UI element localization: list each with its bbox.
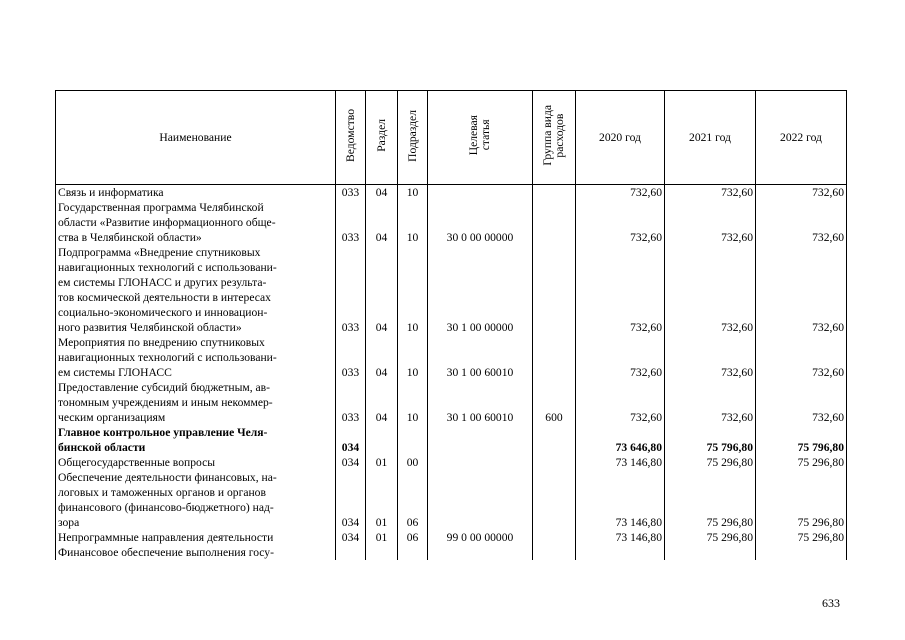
cell-gruppa xyxy=(533,200,576,245)
row-name-line: Подпрограмма «Внедрение спутниковых xyxy=(58,246,261,259)
cell-podrazdel xyxy=(398,425,428,455)
row-name-line: зора xyxy=(58,516,80,529)
cell-2020: 732,60 xyxy=(576,200,665,245)
cell-2020: 73 646,80 xyxy=(576,425,665,455)
cell-2022: 732,60 xyxy=(756,335,847,380)
cell-celevaya-statya xyxy=(428,425,533,455)
row-name xyxy=(56,245,336,335)
row-name-line: логовых и таможенных органов и органов xyxy=(58,486,266,499)
cell-vedomstvo: 033 xyxy=(336,335,366,380)
cell-2020: 73 146,80 xyxy=(576,470,665,530)
row-name-line: Финансовое обеспечение выполнения госу- xyxy=(58,546,274,559)
cell-2021: 732,60 xyxy=(665,335,756,380)
cell-2021: 75 296,80 xyxy=(665,470,756,530)
table-row xyxy=(56,545,847,560)
cell-gruppa xyxy=(533,185,576,201)
row-name-line: тономным учреждениям и иным некоммер- xyxy=(58,396,273,409)
cell-2021 xyxy=(665,545,756,560)
cell-podrazdel: 10 xyxy=(398,335,428,380)
cell-vedomstvo: 034 xyxy=(336,425,366,455)
cell-2021: 732,60 xyxy=(665,200,756,245)
cell-razdel: 04 xyxy=(366,185,398,201)
cell-podrazdel: 10 xyxy=(398,185,428,201)
header-celevaya-statya: Целевая статья xyxy=(428,91,533,185)
row-name xyxy=(56,530,336,545)
row-name-line: ем системы ГЛОНАСС xyxy=(58,366,172,379)
cell-vedomstvo xyxy=(336,545,366,560)
cell-2021: 732,60 xyxy=(665,245,756,335)
cell-gruppa xyxy=(533,425,576,455)
row-name-line: Мероприятия по внедрению спутниковых xyxy=(58,336,265,349)
cell-razdel: 04 xyxy=(366,200,398,245)
cell-razdel: 01 xyxy=(366,470,398,530)
cell-2022: 75 296,80 xyxy=(756,455,847,470)
row-name-line: ем системы ГЛОНАСС и других результа- xyxy=(58,276,267,289)
row-name-line: Связь и информатика xyxy=(58,186,164,199)
cell-podrazdel: 10 xyxy=(398,380,428,425)
table-row xyxy=(56,335,847,380)
cell-2022: 75 796,80 xyxy=(756,425,847,455)
header-razdel: Раздел xyxy=(366,91,398,185)
cell-celevaya-statya xyxy=(428,185,533,201)
cell-2021: 75 796,80 xyxy=(665,425,756,455)
header-2020: 2020 год xyxy=(576,91,665,185)
row-name xyxy=(56,185,336,201)
cell-gruppa xyxy=(533,470,576,530)
row-name xyxy=(56,200,336,245)
cell-podrazdel: 06 xyxy=(398,530,428,545)
cell-celevaya-statya: 30 1 00 60010 xyxy=(428,335,533,380)
row-name xyxy=(56,545,336,560)
cell-razdel: 04 xyxy=(366,380,398,425)
cell-2020: 732,60 xyxy=(576,245,665,335)
cell-gruppa xyxy=(533,455,576,470)
row-name xyxy=(56,455,336,470)
cell-2020: 73 146,80 xyxy=(576,530,665,545)
cell-celevaya-statya: 30 0 00 00000 xyxy=(428,200,533,245)
row-name-line: Общегосударственные вопросы xyxy=(58,456,216,469)
cell-gruppa xyxy=(533,335,576,380)
row-name-line: бинской области xyxy=(58,441,146,454)
cell-2022: 75 296,80 xyxy=(756,530,847,545)
row-name-line: ного развития Челябинской области» xyxy=(58,321,242,334)
row-name-line: тов космической деятельности в интересах xyxy=(58,291,271,304)
row-name-line: навигационных технологий с использовани- xyxy=(58,351,277,364)
budget-table xyxy=(55,90,847,560)
cell-gruppa xyxy=(533,545,576,560)
row-name-line: Обеспечение деятельности финансовых, на- xyxy=(58,471,277,484)
row-name xyxy=(56,335,336,380)
cell-2022: 75 296,80 xyxy=(756,470,847,530)
row-name xyxy=(56,380,336,425)
cell-razdel xyxy=(366,425,398,455)
header-name: Наименование xyxy=(56,91,336,185)
row-name-line: Непрограммные направления деятельности xyxy=(58,531,274,544)
cell-razdel: 01 xyxy=(366,455,398,470)
cell-2020: 73 146,80 xyxy=(576,455,665,470)
row-name-line: ства в Челябинской области» xyxy=(58,231,202,244)
cell-2021: 75 296,80 xyxy=(665,455,756,470)
cell-2021: 75 296,80 xyxy=(665,530,756,545)
header-2022: 2022 год xyxy=(756,91,847,185)
header-2021: 2021 год xyxy=(665,91,756,185)
cell-vedomstvo: 033 xyxy=(336,200,366,245)
cell-podrazdel: 10 xyxy=(398,200,428,245)
cell-2020: 732,60 xyxy=(576,380,665,425)
table-row xyxy=(56,530,847,545)
cell-2021: 732,60 xyxy=(665,380,756,425)
table-row xyxy=(56,455,847,470)
row-name-line: ческим организациям xyxy=(58,411,166,424)
row-name xyxy=(56,470,336,530)
cell-podrazdel: 10 xyxy=(398,245,428,335)
cell-vedomstvo: 034 xyxy=(336,530,366,545)
row-name-line: навигационных технологий с использовани- xyxy=(58,261,277,274)
cell-gruppa: 600 xyxy=(533,380,576,425)
row-name-line: финансового (финансово-бюджетного) над- xyxy=(58,501,274,514)
cell-gruppa xyxy=(533,245,576,335)
row-name-line: социально-экономического и инновацион- xyxy=(58,306,268,319)
cell-vedomstvo: 034 xyxy=(336,470,366,530)
header-vedomstvo: Ведомство xyxy=(336,91,366,185)
table-row xyxy=(56,425,847,455)
cell-2022: 732,60 xyxy=(756,380,847,425)
row-name-line: области «Развитие информационного обще- xyxy=(58,216,276,229)
cell-vedomstvo: 034 xyxy=(336,455,366,470)
cell-2022 xyxy=(756,545,847,560)
header-gruppa-vida-rashodov: Группа вида расходов xyxy=(533,91,576,185)
cell-2022: 732,60 xyxy=(756,200,847,245)
cell-podrazdel xyxy=(398,545,428,560)
row-name-line: Государственная программа Челябинской xyxy=(58,201,264,214)
cell-podrazdel: 06 xyxy=(398,470,428,530)
cell-razdel: 01 xyxy=(366,530,398,545)
table-row xyxy=(56,380,847,425)
cell-celevaya-statya: 30 1 00 60010 xyxy=(428,380,533,425)
table-row xyxy=(56,470,847,530)
cell-razdel xyxy=(366,545,398,560)
cell-podrazdel: 00 xyxy=(398,455,428,470)
table-header xyxy=(56,91,847,185)
table-row xyxy=(56,245,847,335)
cell-vedomstvo: 033 xyxy=(336,380,366,425)
cell-razdel: 04 xyxy=(366,335,398,380)
page-number: 633 xyxy=(822,596,840,610)
cell-vedomstvo: 033 xyxy=(336,245,366,335)
row-name-line: Главное контрольное управление Челя- xyxy=(58,426,268,439)
cell-celevaya-statya xyxy=(428,470,533,530)
header-podrazdel: Подраздел xyxy=(398,91,428,185)
row-name-line: Предоставление субсидий бюджетным, ав- xyxy=(58,381,270,394)
cell-2020: 732,60 xyxy=(576,185,665,201)
cell-celevaya-statya xyxy=(428,545,533,560)
table-row xyxy=(56,200,847,245)
cell-2020 xyxy=(576,545,665,560)
cell-2022: 732,60 xyxy=(756,245,847,335)
row-name xyxy=(56,425,336,455)
cell-razdel: 04 xyxy=(366,245,398,335)
cell-2022: 732,60 xyxy=(756,185,847,201)
cell-gruppa xyxy=(533,530,576,545)
cell-vedomstvo: 033 xyxy=(336,185,366,201)
cell-2021: 732,60 xyxy=(665,185,756,201)
cell-celevaya-statya: 99 0 00 00000 xyxy=(428,530,533,545)
cell-celevaya-statya: 30 1 00 00000 xyxy=(428,245,533,335)
cell-2020: 732,60 xyxy=(576,335,665,380)
cell-celevaya-statya xyxy=(428,455,533,470)
table-row xyxy=(56,185,847,201)
